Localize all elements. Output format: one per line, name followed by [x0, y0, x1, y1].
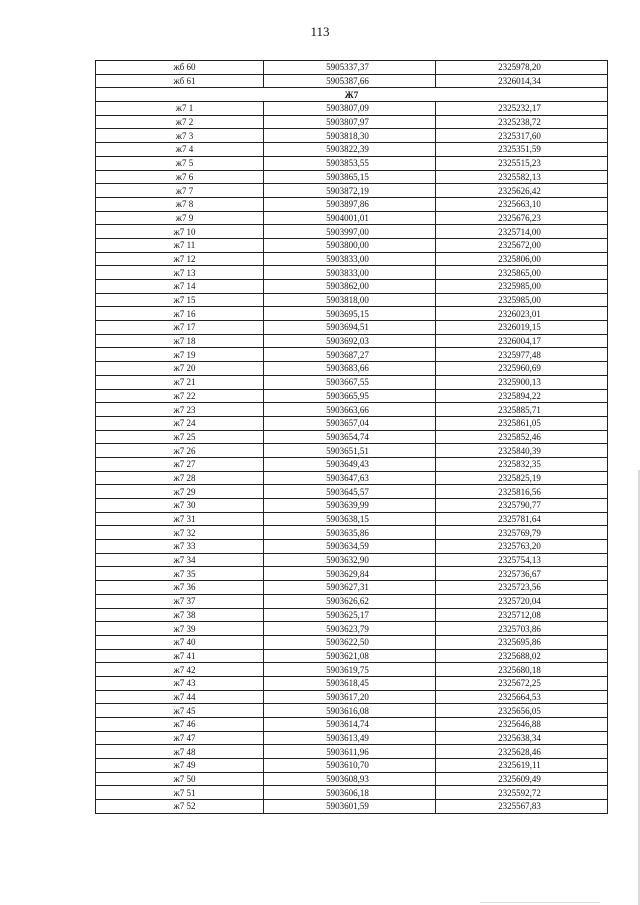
table-row: [96, 143, 608, 157]
point-name-cell: [96, 293, 264, 307]
point-name-label: ж7 30: [173, 500, 196, 511]
y-coordinate-cell: 2325515,23: [436, 156, 608, 170]
point-name-cell: [96, 676, 264, 690]
x-coordinate-cell: 5903626,62: [264, 594, 436, 608]
point-name-label: ж7 12: [173, 253, 196, 264]
point-name-cell: [96, 567, 264, 581]
y-coordinate-cell: 2325695,86: [436, 635, 608, 649]
point-name-cell: [96, 348, 264, 362]
point-name-cell: [96, 731, 264, 745]
y-coordinate-cell: 2325626,42: [436, 184, 608, 198]
point-name-label: ж7 38: [173, 609, 196, 620]
point-name-cell: [96, 211, 264, 225]
x-coordinate-cell: 5903617,20: [264, 690, 436, 704]
x-coordinate-cell: 5903663,66: [264, 403, 436, 417]
point-name-cell: [96, 457, 264, 471]
x-coordinate-cell: 5903694,51: [264, 321, 436, 335]
point-name-cell: [96, 416, 264, 430]
point-name-cell: [96, 526, 264, 540]
x-coordinate-cell: 5903651,51: [264, 444, 436, 458]
point-name-cell: [96, 430, 264, 444]
point-name-cell: [96, 115, 264, 129]
point-name-label: ж7 16: [173, 308, 196, 319]
y-coordinate-cell: 2325832,35: [436, 457, 608, 471]
x-coordinate-cell: 5903654,74: [264, 430, 436, 444]
point-name-label: ж7 7: [175, 185, 194, 196]
x-coordinate-cell: 5903807,97: [264, 115, 436, 129]
table-row: [96, 608, 608, 622]
table-row: [96, 170, 608, 184]
y-coordinate-cell: 2325790,77: [436, 499, 608, 513]
point-name-label: ж7 52: [173, 801, 196, 812]
point-name-cell: [96, 622, 264, 636]
point-name-label: ж7 28: [173, 472, 196, 483]
point-name-label: ж7 46: [173, 719, 196, 730]
table-row: [96, 184, 608, 198]
point-name-cell: [96, 745, 264, 759]
x-coordinate-cell: 5903632,90: [264, 553, 436, 567]
x-coordinate-cell: 5903695,15: [264, 307, 436, 321]
table-row: [96, 238, 608, 252]
table-row: [96, 444, 608, 458]
point-name-cell: [96, 184, 264, 198]
y-coordinate-cell: 2326004,17: [436, 334, 608, 348]
point-name-cell: [96, 375, 264, 389]
point-name-label: ж7 44: [173, 691, 196, 702]
y-coordinate-cell: 2325840,39: [436, 444, 608, 458]
table-row: [96, 293, 608, 307]
point-name-cell: [96, 444, 264, 458]
x-coordinate-cell: 5903692,03: [264, 334, 436, 348]
table-row: [96, 676, 608, 690]
x-coordinate-cell: 5903667,55: [264, 375, 436, 389]
point-name-cell: [96, 252, 264, 266]
y-coordinate-cell: 2325816,56: [436, 485, 608, 499]
x-coordinate-cell: 5903613,49: [264, 731, 436, 745]
table-row: [96, 74, 608, 88]
point-name-label: ж7 6: [175, 171, 194, 182]
point-name-cell: [96, 512, 264, 526]
table-row: [96, 622, 608, 636]
point-name-label: ж7 42: [173, 664, 196, 675]
table-row: [96, 786, 608, 800]
coordinates-table-body: [96, 61, 608, 814]
table-row: [96, 389, 608, 403]
point-name-label: ж7 20: [173, 363, 196, 374]
table-row: [96, 252, 608, 266]
y-coordinate-cell: 2325619,11: [436, 759, 608, 773]
point-name-cell: [96, 663, 264, 677]
y-coordinate-cell: 2325714,00: [436, 225, 608, 239]
point-name-cell: [96, 238, 264, 252]
table-row: [96, 485, 608, 499]
point-name-cell: [96, 321, 264, 335]
point-name-label: ж7 27: [173, 459, 196, 470]
x-coordinate-cell: 5903623,79: [264, 622, 436, 636]
x-coordinate-cell: 5903611,96: [264, 745, 436, 759]
table-row: [96, 800, 608, 814]
table-row: [96, 211, 608, 225]
x-coordinate-cell: 5903997,00: [264, 225, 436, 239]
point-name-label: ж7 33: [173, 541, 196, 552]
point-name-label: ж7 23: [173, 404, 196, 415]
point-name-label: ж7 29: [173, 486, 196, 497]
y-coordinate-cell: 2325978,20: [436, 61, 608, 75]
y-coordinate-cell: 2325676,23: [436, 211, 608, 225]
y-coordinate-cell: 2325861,05: [436, 416, 608, 430]
point-name-label: ж7 21: [173, 377, 196, 388]
x-coordinate-cell: 5903833,00: [264, 252, 436, 266]
point-name-cell: [96, 471, 264, 485]
x-coordinate-cell: 5903818,30: [264, 129, 436, 143]
point-name-label: ж7 5: [175, 158, 194, 169]
table-row: [96, 567, 608, 581]
table-row: [96, 772, 608, 786]
x-coordinate-cell: 5903897,86: [264, 197, 436, 211]
x-coordinate-cell: 5903608,93: [264, 772, 436, 786]
point-name-cell: [96, 704, 264, 718]
x-coordinate-cell: 5903665,95: [264, 389, 436, 403]
x-coordinate-cell: 5903818,00: [264, 293, 436, 307]
table-row: [96, 526, 608, 540]
y-coordinate-cell: 2325592,72: [436, 786, 608, 800]
y-coordinate-cell: 2325628,46: [436, 745, 608, 759]
point-name-label: ж7 40: [173, 637, 196, 648]
table-row: [96, 129, 608, 143]
y-coordinate-cell: 2325736,67: [436, 567, 608, 581]
x-coordinate-cell: 5903647,63: [264, 471, 436, 485]
y-coordinate-cell: 2325712,08: [436, 608, 608, 622]
y-coordinate-cell: 2325865,00: [436, 266, 608, 280]
x-coordinate-cell: 5903610,70: [264, 759, 436, 773]
point-name-cell: [96, 772, 264, 786]
table-row: [96, 375, 608, 389]
point-name-cell: [96, 553, 264, 567]
table-row: [96, 430, 608, 444]
table-row: [96, 403, 608, 417]
point-name-cell: [96, 718, 264, 732]
table-row: [96, 362, 608, 376]
table-row: [96, 156, 608, 170]
x-coordinate-cell: 5903614,74: [264, 718, 436, 732]
point-name-label: ж7 25: [173, 431, 196, 442]
table-row: [96, 635, 608, 649]
table-row: [96, 102, 608, 116]
y-coordinate-cell: 2325720,04: [436, 594, 608, 608]
x-coordinate-cell: 5903622,50: [264, 635, 436, 649]
table-row: [96, 553, 608, 567]
point-name-label: ж7 4: [175, 144, 194, 155]
x-coordinate-cell: 5903619,75: [264, 663, 436, 677]
point-name-label: ж7 2: [175, 117, 194, 128]
x-coordinate-cell: 5903807,09: [264, 102, 436, 116]
y-coordinate-cell: 2325960,69: [436, 362, 608, 376]
table-row: [96, 307, 608, 321]
table-row: [96, 540, 608, 554]
y-coordinate-cell: 2325723,56: [436, 581, 608, 595]
y-coordinate-cell: 2325672,00: [436, 238, 608, 252]
x-coordinate-cell: 5903645,57: [264, 485, 436, 499]
y-coordinate-cell: 2325672,25: [436, 676, 608, 690]
point-name-label: ж7 26: [173, 445, 196, 456]
point-name-cell: [96, 197, 264, 211]
point-name-cell: [96, 389, 264, 403]
point-name-label: ж7 13: [173, 267, 196, 278]
point-name-label: ж7 49: [173, 760, 196, 771]
y-coordinate-cell: 2325317,60: [436, 129, 608, 143]
y-coordinate-cell: 2326014,34: [436, 74, 608, 88]
x-coordinate-cell: 5903638,15: [264, 512, 436, 526]
scan-bottom-mark: [480, 902, 600, 903]
point-name-cell: [96, 74, 264, 88]
x-coordinate-cell: 5903853,55: [264, 156, 436, 170]
table-row: [96, 649, 608, 663]
y-coordinate-cell: 2325763,20: [436, 540, 608, 554]
table-row: [96, 704, 608, 718]
y-coordinate-cell: 2325769,79: [436, 526, 608, 540]
x-coordinate-cell: 5903627,31: [264, 581, 436, 595]
x-coordinate-cell: 5905387,66: [264, 74, 436, 88]
table-row: [96, 512, 608, 526]
point-name-label: жб 61: [173, 76, 196, 87]
y-coordinate-cell: 2325977,48: [436, 348, 608, 362]
y-coordinate-cell: 2325609,49: [436, 772, 608, 786]
point-name-label: ж7 1: [175, 103, 194, 114]
x-coordinate-cell: 5903800,00: [264, 238, 436, 252]
point-name-cell: [96, 225, 264, 239]
point-name-cell: [96, 499, 264, 513]
point-name-cell: [96, 540, 264, 554]
y-coordinate-cell: 2325664,53: [436, 690, 608, 704]
y-coordinate-cell: 2325680,18: [436, 663, 608, 677]
point-name-label: ж7 35: [173, 568, 196, 579]
table-row: [96, 348, 608, 362]
y-coordinate-cell: 2325646,88: [436, 718, 608, 732]
point-name-label: ж7 3: [175, 130, 194, 141]
table-row: [96, 457, 608, 471]
x-coordinate-cell: 5903635,86: [264, 526, 436, 540]
x-coordinate-cell: 5903618,45: [264, 676, 436, 690]
table-row: [96, 321, 608, 335]
x-coordinate-cell: 5903616,08: [264, 704, 436, 718]
y-coordinate-cell: 2325663,10: [436, 197, 608, 211]
coordinates-table: [95, 60, 608, 814]
y-coordinate-cell: 2325351,59: [436, 143, 608, 157]
x-coordinate-cell: 5903625,17: [264, 608, 436, 622]
point-name-cell: [96, 594, 264, 608]
x-coordinate-cell: 5903822,39: [264, 143, 436, 157]
point-name-label: ж7 34: [173, 555, 196, 566]
y-coordinate-cell: 2325688,02: [436, 649, 608, 663]
table-row: [96, 471, 608, 485]
table-row: [96, 115, 608, 129]
point-name-cell: [96, 307, 264, 321]
point-name-cell: [96, 581, 264, 595]
point-name-cell: [96, 102, 264, 116]
point-name-cell: [96, 266, 264, 280]
point-name-cell: [96, 334, 264, 348]
table-row: [96, 197, 608, 211]
x-coordinate-cell: 5903862,00: [264, 280, 436, 294]
point-name-label: ж7 14: [173, 281, 196, 292]
point-name-cell: [96, 759, 264, 773]
x-coordinate-cell: 5903683,66: [264, 362, 436, 376]
y-coordinate-cell: 2326023,01: [436, 307, 608, 321]
y-coordinate-cell: 2325825,19: [436, 471, 608, 485]
x-coordinate-cell: 5903621,08: [264, 649, 436, 663]
x-coordinate-cell: 5903601,59: [264, 800, 436, 814]
point-name-label: ж7 45: [173, 705, 196, 716]
y-coordinate-cell: 2325754,13: [436, 553, 608, 567]
table-row: [96, 594, 608, 608]
table-row: [96, 266, 608, 280]
table-row: [96, 61, 608, 75]
point-name-label: ж7 37: [173, 596, 196, 607]
x-coordinate-cell: 5903649,43: [264, 457, 436, 471]
point-name-label: ж7 10: [173, 226, 196, 237]
x-coordinate-cell: 5903606,18: [264, 786, 436, 800]
point-name-label: ж7 11: [173, 240, 196, 251]
point-name-label: ж7 39: [173, 623, 196, 634]
table-row: [96, 759, 608, 773]
x-coordinate-cell: 5905337,37: [264, 61, 436, 75]
point-name-label: ж7 47: [173, 733, 196, 744]
x-coordinate-cell: 5903629,84: [264, 567, 436, 581]
x-coordinate-cell: 5903634,59: [264, 540, 436, 554]
point-name-label: ж7 18: [173, 336, 196, 347]
x-coordinate-cell: 5903657,04: [264, 416, 436, 430]
page-number: 113: [310, 24, 330, 39]
point-name-label: ж7 32: [173, 527, 196, 538]
point-name-cell: [96, 800, 264, 814]
point-name-label: ж7 8: [175, 199, 194, 210]
point-name-cell: [96, 608, 264, 622]
table-row: [96, 690, 608, 704]
table-row: [96, 663, 608, 677]
table-row: [96, 745, 608, 759]
y-coordinate-cell: 2325885,71: [436, 403, 608, 417]
point-name-label: ж7 22: [173, 390, 196, 401]
point-name-label: ж7 50: [173, 774, 196, 785]
y-coordinate-cell: 2325806,00: [436, 252, 608, 266]
section-title: Ж7: [96, 88, 608, 102]
point-name-cell: [96, 690, 264, 704]
point-name-cell: [96, 280, 264, 294]
point-name-cell: [96, 649, 264, 663]
section-header-row: [96, 88, 608, 102]
point-name-label: ж7 48: [173, 746, 196, 757]
table-row: [96, 334, 608, 348]
point-name-label: ж7 24: [173, 418, 196, 429]
y-coordinate-cell: 2325703,86: [436, 622, 608, 636]
point-name-cell: [96, 635, 264, 649]
point-name-label: ж7 36: [173, 582, 196, 593]
point-name-cell: [96, 61, 264, 75]
y-coordinate-cell: 2325781,64: [436, 512, 608, 526]
y-coordinate-cell: 2325900,13: [436, 375, 608, 389]
point-name-label: ж7 19: [173, 349, 196, 360]
y-coordinate-cell: 2325985,00: [436, 280, 608, 294]
table-row: [96, 499, 608, 513]
table-row: [96, 280, 608, 294]
table-row: [96, 225, 608, 239]
y-coordinate-cell: 2325567,83: [436, 800, 608, 814]
y-coordinate-cell: 2325638,34: [436, 731, 608, 745]
point-name-label: ж7 17: [173, 322, 196, 333]
point-name-cell: [96, 156, 264, 170]
y-coordinate-cell: 2325656,05: [436, 704, 608, 718]
point-name-label: ж7 15: [173, 295, 196, 306]
y-coordinate-cell: 2325894,22: [436, 389, 608, 403]
x-coordinate-cell: 5903872,19: [264, 184, 436, 198]
x-coordinate-cell: 5903687,27: [264, 348, 436, 362]
y-coordinate-cell: 2325852,46: [436, 430, 608, 444]
y-coordinate-cell: 2325985,00: [436, 293, 608, 307]
point-name-cell: [96, 786, 264, 800]
point-name-cell: [96, 362, 264, 376]
y-coordinate-cell: 2326019,15: [436, 321, 608, 335]
point-name-cell: [96, 129, 264, 143]
table-row: [96, 731, 608, 745]
table-row: [96, 416, 608, 430]
y-coordinate-cell: 2325232,17: [436, 102, 608, 116]
point-name-label: ж7 9: [175, 212, 194, 223]
table-row: [96, 718, 608, 732]
point-name-cell: [96, 170, 264, 184]
point-name-label: ж7 51: [173, 787, 196, 798]
point-name-cell: [96, 403, 264, 417]
y-coordinate-cell: 2325238,72: [436, 115, 608, 129]
point-name-label: ж7 41: [173, 650, 196, 661]
point-name-label: ж7 43: [173, 678, 196, 689]
point-name-label: жб 60: [173, 62, 196, 73]
point-name-label: ж7 31: [173, 514, 196, 525]
point-name-cell: [96, 485, 264, 499]
table-row: [96, 581, 608, 595]
point-name-cell: [96, 143, 264, 157]
x-coordinate-cell: 5903639,99: [264, 499, 436, 513]
x-coordinate-cell: 5904001,01: [264, 211, 436, 225]
x-coordinate-cell: 5903833,00: [264, 266, 436, 280]
x-coordinate-cell: 5903865,15: [264, 170, 436, 184]
y-coordinate-cell: 2325582,13: [436, 170, 608, 184]
